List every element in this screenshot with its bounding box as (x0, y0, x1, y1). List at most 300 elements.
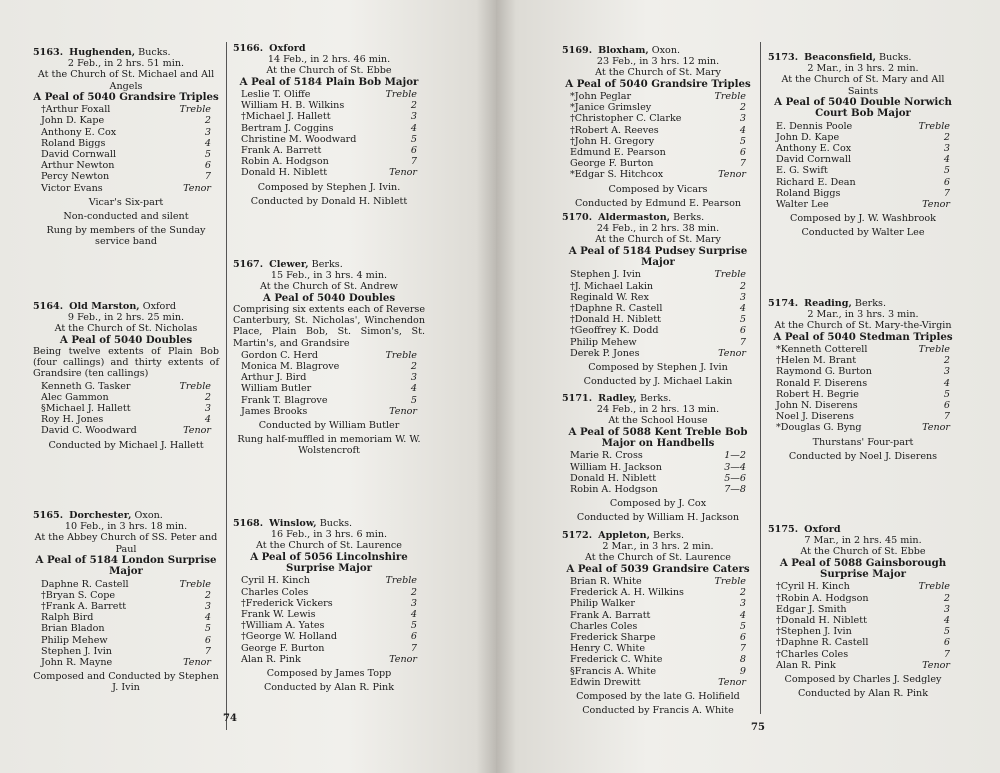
bell-number: 5 (943, 165, 950, 177)
ringer-name: Anthony E. Cox (776, 143, 852, 155)
ringer-row (233, 361, 425, 372)
ringer-name: Percy Newton (41, 171, 110, 183)
peal-note: Thurstans' Four-part (812, 436, 914, 448)
bell-number: 4 (943, 615, 950, 627)
peal-date: 2 Mar., in 3 hrs. 2 min. (602, 541, 714, 553)
peal-place: Reading, (804, 298, 852, 309)
column-right-1 (562, 0, 754, 773)
bell-number: 6 (204, 634, 211, 646)
ringer-row (33, 414, 219, 425)
peal-date: 23 Feb., in 3 hrs. 12 min. (596, 56, 720, 68)
ringer-name: *Kenneth Cotterell (776, 344, 868, 356)
bell-number: 5 (204, 623, 211, 635)
ringer-row (768, 154, 958, 165)
peal-place: Bloxham, (598, 45, 649, 56)
peal-date: 15 Feb., in 3 hrs. 4 min. (270, 270, 388, 282)
bell-number: Tenor (922, 422, 950, 434)
peal-county: Berks. (640, 393, 672, 404)
ringer-name: Frederick A. H. Wilkins (570, 587, 684, 599)
peal-heading (33, 301, 219, 312)
ringer-name: Bertram J. Coggins (241, 122, 334, 134)
peal-note: Rung by members of the Sunday service band (46, 225, 206, 248)
ringer-row (768, 660, 958, 671)
peal-place: Clewer, (269, 259, 309, 270)
peal-note: Conducted by Edmund E. Pearson (574, 197, 742, 209)
peal-note: Conducted by Francis A. White (582, 705, 734, 717)
ringer-name: †Bryan S. Cope (41, 589, 116, 601)
ringer-row (233, 123, 425, 134)
ringer-name: Frank W. Lewis (241, 609, 316, 621)
ringer-row (562, 113, 754, 124)
ringer-row (562, 610, 754, 621)
ringer-row (768, 344, 958, 355)
ringer-name: Roland Biggs (776, 187, 841, 199)
ringer-name: Donald H. Niblett (570, 472, 657, 484)
peal-number: 5165. (33, 510, 64, 521)
ringer-row (233, 145, 425, 156)
peal-5170 (562, 212, 754, 387)
peal-band (33, 579, 219, 669)
bell-number: 6 (739, 632, 746, 644)
peal-band (233, 350, 425, 417)
ringer-row (33, 590, 219, 601)
ringer-name: Edgar J. Smith (776, 603, 847, 615)
bell-number: 2 (943, 131, 950, 143)
ringer-row (562, 136, 754, 147)
ringer-name: Raymond G. Burton (776, 366, 872, 378)
ringer-name: Robert H. Begrie (776, 388, 859, 400)
peal-band (562, 91, 754, 181)
bell-number: 3 (739, 291, 746, 303)
bell-number: 6 (943, 176, 950, 188)
bell-number: Treble (714, 576, 746, 588)
bell-number: 4 (943, 154, 950, 166)
peal-number: 5169. (562, 45, 593, 56)
peal-note: Composed by the late G. Holifield (576, 691, 740, 703)
peal-5163 (33, 47, 219, 248)
ringer-row (233, 654, 425, 665)
ringer-row (33, 171, 219, 182)
bell-number: Tenor (718, 676, 746, 688)
column-right-2 (768, 0, 958, 773)
bell-number: 3—4 (724, 461, 746, 473)
ringer-name: Roland Biggs (41, 137, 106, 149)
ringer-name: William H. B. Wilkins (241, 100, 345, 112)
peal-county: Berks. (652, 530, 685, 541)
ringer-row (562, 484, 754, 495)
ringer-name: E. Dennis Poole (776, 120, 853, 132)
ringer-row (562, 281, 754, 292)
peal-5175 (768, 524, 958, 699)
ringer-row (233, 609, 425, 620)
ringer-name: John R. Mayne (41, 657, 113, 669)
ringer-row (562, 677, 754, 688)
peal-note: Composed by Vicars (608, 183, 708, 195)
bell-number: 6 (204, 160, 211, 172)
ringer-name: Daphne R. Castell (41, 578, 129, 590)
ringer-row (33, 579, 219, 590)
bell-number: 5—6 (724, 472, 746, 484)
peal-note: Conducted by Donald H. Niblett (250, 195, 408, 207)
bell-number: Treble (179, 380, 211, 392)
peal-church: At the Church of St. Michael and All Angels (37, 69, 215, 92)
peal-note: Conducted by Noel J. Diserens (788, 450, 938, 462)
bell-number: 3 (739, 598, 746, 610)
bell-number: 8 (739, 654, 746, 666)
bell-number: 5 (739, 135, 746, 147)
bell-number: 3 (410, 597, 417, 609)
peal-church: At the Church of St. Ebbe (800, 546, 926, 558)
peal-church: At the Church of St. Laurence (256, 540, 402, 552)
ringer-row (33, 115, 219, 126)
peal-heading (768, 298, 958, 309)
bell-number: 7 (204, 171, 211, 183)
ringer-name: †Frederick Vickers (241, 597, 333, 609)
bell-number: 3 (204, 601, 211, 613)
ringer-name: *Janice Grimsley (570, 102, 652, 114)
ringer-row (562, 666, 754, 677)
peal-number: 5172. (562, 530, 593, 541)
bell-number: Tenor (718, 169, 746, 181)
ringer-row (233, 587, 425, 598)
peal-5165 (33, 510, 219, 694)
bell-number: Tenor (922, 659, 950, 671)
peal-note: Non-conducted and silent (63, 211, 189, 223)
ringer-row (233, 575, 425, 586)
column-rule (760, 42, 761, 714)
bell-number: Treble (918, 581, 950, 593)
bell-number: 4 (204, 137, 211, 149)
peal-number: 5174. (768, 298, 799, 309)
bell-number: 7 (943, 411, 950, 423)
bell-number: Treble (179, 104, 211, 116)
column-left-2 (233, 0, 425, 773)
bell-number: Treble (918, 120, 950, 132)
peal-date: 2 Mar., in 3 hrs. 3 min. (807, 309, 919, 321)
bell-number: Tenor (718, 347, 746, 359)
ringer-name: George F. Burton (570, 158, 654, 170)
peal-note: Conducted by William H. Jackson (576, 512, 740, 524)
ringer-row (33, 601, 219, 612)
peal-date: 10 Feb., in 3 hrs. 18 min. (64, 521, 188, 533)
ringer-name: Edmund E. Pearson (570, 147, 666, 159)
peal-date: 2 Feb., in 2 hrs. 51 min. (67, 58, 185, 70)
peal-date: 16 Feb., in 3 hrs. 6 min. (270, 529, 388, 541)
peal-number: 5163. (33, 47, 64, 58)
peal-place: Dorchester, (69, 510, 132, 521)
bell-number: 3 (204, 126, 211, 138)
bell-number: Treble (714, 269, 746, 281)
bell-number: 7 (739, 158, 746, 170)
peal-number: 5168. (233, 518, 264, 529)
peal-5166 (233, 43, 425, 207)
peal-band (233, 575, 425, 665)
ringer-name: Christine M. Woodward (241, 133, 357, 145)
bell-number: 3 (410, 372, 417, 384)
bell-number: 5 (410, 620, 417, 632)
bell-number: 5 (739, 620, 746, 632)
peal-county: Oxon. (651, 45, 681, 56)
peal-place: Appleton, (598, 530, 650, 541)
bell-number: 5 (410, 394, 417, 406)
bell-number: 7 (943, 187, 950, 199)
peal-5164 (33, 301, 219, 451)
peal-number: 5164. (33, 301, 64, 312)
ringer-row (768, 378, 958, 389)
peal-heading (33, 47, 219, 58)
page-number-left: 74 (223, 713, 237, 724)
ringer-row (233, 100, 425, 111)
ringer-name: George F. Burton (241, 642, 325, 654)
peal-county: Berks. (673, 212, 705, 223)
peal-band (562, 269, 754, 359)
ringer-name: Charles Coles (570, 620, 638, 632)
ringer-row (768, 188, 958, 199)
ringer-name: Leslie T. Oliffe (241, 89, 311, 101)
bell-number: 2 (739, 102, 746, 114)
ringer-row (768, 132, 958, 143)
ringer-row (768, 400, 958, 411)
ringer-name: Frederick Sharpe (570, 632, 656, 644)
peal-note: Conducted by William Butler (258, 420, 400, 432)
bell-number: 6 (739, 147, 746, 159)
peal-title: A Peal of 5184 Pudsey Surprise Major (568, 244, 748, 269)
ringer-row (562, 292, 754, 303)
peal-5173 (768, 52, 958, 239)
ringer-row (33, 657, 219, 668)
peal-title: A Peal of 5040 Doubles (262, 291, 396, 304)
ringer-row (562, 598, 754, 609)
peal-band (33, 381, 219, 437)
peal-church: At the Church of St. Laurence (585, 552, 731, 564)
bell-number: 3 (410, 111, 417, 123)
peal-title: A Peal of 5039 Grandsire Caters (566, 562, 750, 575)
ringer-row (768, 637, 958, 648)
peal-band (768, 581, 958, 671)
peal-band (768, 121, 958, 211)
peal-note: Composed by J. W. Washbrook (790, 213, 936, 225)
ringer-row (233, 631, 425, 642)
peal-date: 24 Feb., in 2 hrs. 38 min. (596, 223, 720, 235)
ringer-name: †Frank A. Barrett (41, 601, 127, 613)
peal-heading (33, 510, 219, 521)
peal-description: Comprising six extents each of Reverse Canterbury, St. Nicholas', Winchendon Place, Plain Bob, St. Simon's, St. Martin's, and Grandsire (233, 304, 426, 349)
ringer-row (562, 169, 754, 180)
ringer-name: Henry C. White (570, 643, 646, 655)
ringer-name: William Butler (241, 383, 312, 395)
ringer-name: Charles Coles (241, 586, 309, 598)
peal-note: Conducted by J. Michael Lakin (583, 376, 733, 388)
ringer-row (562, 587, 754, 598)
peal-5169 (562, 45, 754, 209)
ringer-row (33, 160, 219, 171)
peal-note: Vicar's Six-part (88, 196, 164, 208)
bell-number: Tenor (922, 199, 950, 211)
ringer-name: Brian Bladon (41, 623, 105, 635)
peal-place: Oxford (804, 524, 841, 535)
ringer-row (562, 158, 754, 169)
ringer-row (33, 612, 219, 623)
bell-number: Treble (385, 89, 417, 101)
peal-title: A Peal of 5184 London Surprise Major (35, 553, 217, 578)
bell-number: 4 (204, 414, 211, 426)
ringer-name: Alan R. Pink (241, 653, 301, 665)
ringer-name: †Donald H. Niblett (776, 615, 867, 627)
peal-band (33, 104, 219, 194)
peal-place: Oxford (269, 43, 306, 54)
page-75 (496, 0, 1000, 773)
bell-number: 4 (739, 609, 746, 621)
bell-number: 7 (204, 645, 211, 657)
ringer-name: Robin A. Hodgson (241, 156, 329, 168)
ringer-row (33, 149, 219, 160)
peal-heading (233, 259, 425, 270)
peal-title: A Peal of 5056 Lincolnshire Surprise Major (250, 550, 408, 575)
ringer-name: Cyril H. Kinch (241, 575, 310, 587)
peal-church: At the School House (608, 415, 708, 427)
ringer-name: Robin A. Hodgson (570, 484, 658, 496)
ringer-name: §Francis A. White (570, 665, 657, 677)
bell-number: 4 (943, 377, 950, 389)
peal-5167 (233, 259, 425, 457)
ringer-name: †Geoffrey K. Dodd (570, 325, 659, 337)
bell-number: 2 (410, 586, 417, 598)
ringer-name: Ronald F. Diserens (776, 377, 868, 389)
peal-note: Composed by Stephen J. Ivin (588, 362, 728, 374)
bell-number: Tenor (183, 425, 211, 437)
ringer-name: Roy H. Jones (41, 414, 104, 426)
peal-county: Berks. (854, 298, 886, 309)
ringer-row (233, 350, 425, 361)
peal-church: At the Church of St. Mary-the-Virgin (774, 320, 952, 332)
ringer-name: Noel J. Diserens (776, 411, 854, 423)
peal-date: 9 Feb., in 2 hrs. 25 min. (67, 312, 185, 324)
bell-number: 1—2 (724, 450, 746, 462)
ringer-name: David C. Woodward (41, 425, 137, 437)
peal-church: At the Church of St. Mary (595, 234, 721, 246)
peal-place: Winslow, (269, 518, 317, 529)
bell-number: 3 (204, 403, 211, 415)
ringer-name: Stephen J. Ivin (41, 645, 112, 657)
peal-heading (768, 52, 958, 63)
bell-number: 3 (739, 113, 746, 125)
bell-number: 5 (943, 626, 950, 638)
ringer-row (768, 199, 958, 210)
ringer-name: Derek P. Jones (570, 347, 640, 359)
ringer-name: †Robin A. Hodgson (776, 592, 869, 604)
peal-number: 5175. (768, 524, 799, 535)
ringer-row (768, 366, 958, 377)
bell-number: 2 (410, 361, 417, 373)
bell-number: 5 (739, 314, 746, 326)
ringer-row (562, 325, 754, 336)
ringer-row (562, 450, 754, 461)
bell-number: 3 (943, 143, 950, 155)
ringer-row (33, 104, 219, 115)
bell-number: 4 (739, 124, 746, 136)
peal-band (768, 344, 958, 434)
peal-date: 7 Mar., in 2 hrs. 45 min. (804, 535, 922, 547)
peal-number: 5167. (233, 259, 264, 270)
peal-heading (562, 393, 754, 404)
peal-county: Oxford (142, 301, 177, 312)
peal-county: Bucks. (319, 518, 353, 529)
ringer-row (33, 138, 219, 149)
peal-note: Conducted by Walter Lee (801, 227, 925, 239)
ringer-row (33, 623, 219, 634)
ringer-name: Brian R. White (570, 576, 642, 588)
bell-number: Tenor (389, 167, 417, 179)
ringer-row (233, 643, 425, 654)
ringer-row (233, 111, 425, 122)
ringer-row (768, 626, 958, 637)
ringer-row (33, 425, 219, 436)
ringer-name: Frank T. Blagrove (241, 394, 328, 406)
ringer-row (233, 156, 425, 167)
ringer-row (768, 604, 958, 615)
ringer-name: Frank A. Barrett (241, 145, 322, 157)
peal-heading (233, 43, 425, 54)
bell-number: 2 (739, 280, 746, 292)
ringer-name: Gordon C. Herd (241, 349, 319, 361)
ringer-row (233, 372, 425, 383)
bell-number: 6 (410, 631, 417, 643)
peal-title: A Peal of 5184 Plain Bob Major (239, 75, 419, 88)
ringer-name: †William A. Yates (241, 620, 325, 632)
peal-note: Rung half-muffled in memoriam W. W. Wolstencroft (237, 434, 421, 457)
peal-church: At the Church of St. Mary and All Saints (781, 74, 945, 97)
ringer-row (768, 581, 958, 592)
ringer-row (768, 593, 958, 604)
bell-number: Treble (385, 575, 417, 587)
bell-number: Tenor (183, 182, 211, 194)
bell-number: Treble (385, 349, 417, 361)
ringer-row (33, 381, 219, 392)
ringer-name: Ralph Bird (41, 612, 94, 624)
bell-number: 7—8 (724, 484, 746, 496)
peal-county: Berks. (311, 259, 343, 270)
ringer-name: E. G. Swift (776, 165, 828, 177)
peal-note: Composed and Conducted by Stephen J. Ivin (33, 671, 219, 694)
ringer-row (33, 127, 219, 138)
bell-number: Treble (714, 91, 746, 103)
ringer-name: Stephen J. Ivin (570, 269, 641, 281)
bell-number: 7 (739, 336, 746, 348)
peal-note: Composed by J. Cox (609, 498, 707, 510)
ringer-name: †Stephen J. Ivin (776, 626, 852, 638)
ringer-row (233, 620, 425, 631)
ringer-row (562, 102, 754, 113)
peal-date: 24 Feb., in 2 hrs. 13 min. (596, 404, 720, 416)
ringer-name: Frank A. Barratt (570, 609, 651, 621)
peal-heading (562, 45, 754, 56)
peal-note: Conducted by Michael J. Hallett (48, 439, 204, 451)
ringer-name: †Cyril H. Kinch (776, 581, 850, 593)
ringer-row (768, 165, 958, 176)
bell-number: 4 (739, 303, 746, 315)
ringer-name: John D. Kape (41, 115, 105, 127)
bell-number: 5 (410, 133, 417, 145)
bell-number: 2 (204, 115, 211, 127)
bell-number: 7 (943, 648, 950, 660)
bell-number: 4 (410, 383, 417, 395)
ringer-name: Arthur J. Bird (241, 372, 307, 384)
ringer-row (562, 303, 754, 314)
peal-heading (562, 212, 754, 223)
bell-number: 6 (943, 400, 950, 412)
peal-title: A Peal of 5040 Stedman Triples (773, 330, 953, 343)
bell-number: 4 (410, 609, 417, 621)
